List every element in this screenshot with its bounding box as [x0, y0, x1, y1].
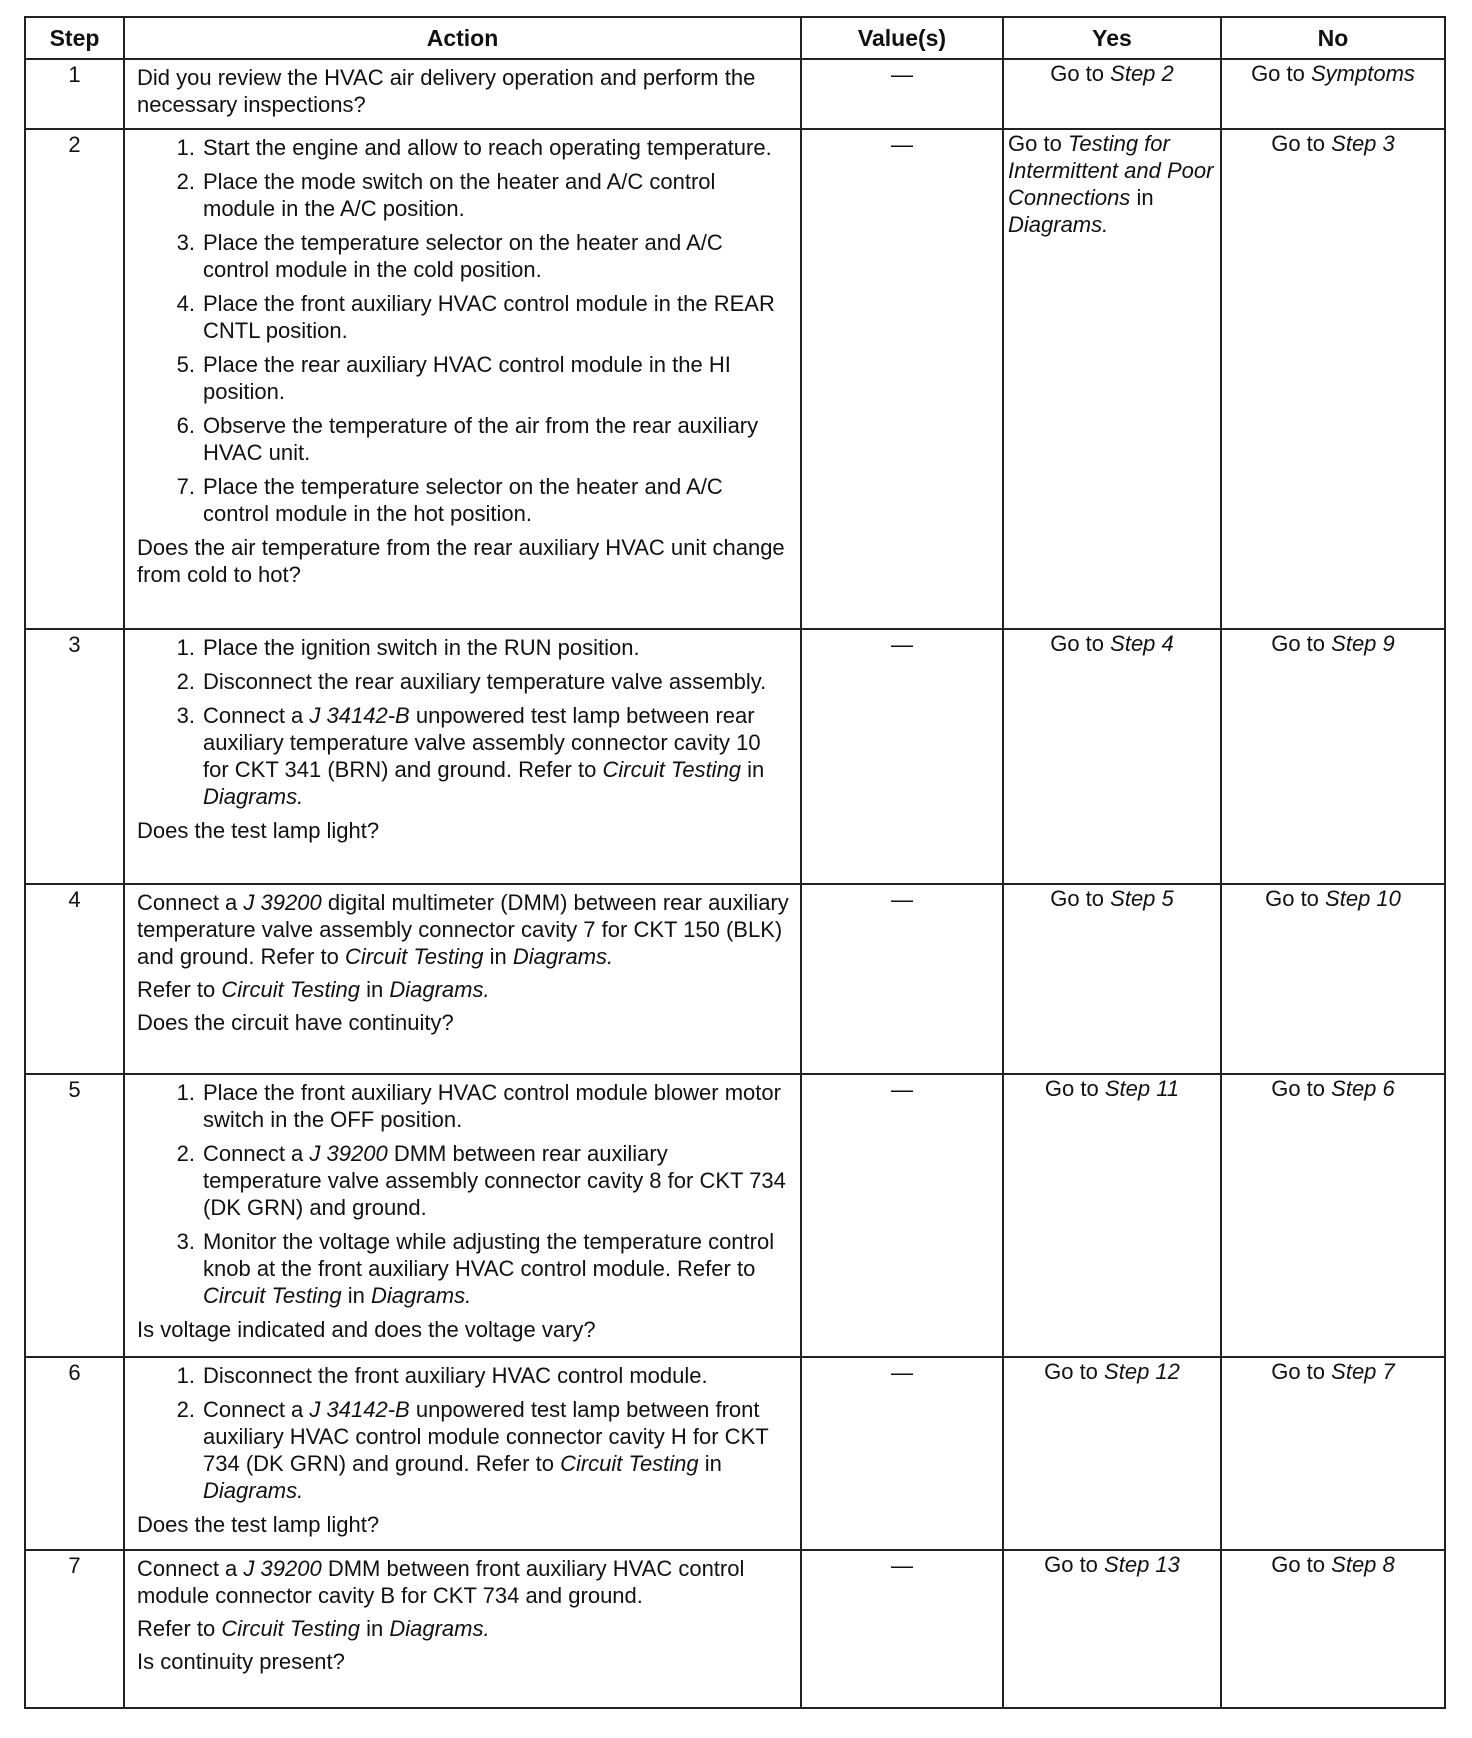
step-number: 2	[25, 129, 124, 629]
action-cell	[124, 1074, 801, 1357]
no-cell[interactable]: Go to Step 7	[1221, 1357, 1445, 1550]
step-number: 5	[25, 1074, 124, 1357]
list-item: 3. Connect a J 34142-B unpowered test lamp between rear auxiliary temperature valve assembly connector cavity 10 for CKT 341 (BRN) and ground. Refer to Circuit Testing in Diagrams.	[176, 703, 765, 809]
action-question: Does the air temperature from the rear auxiliary HVAC unit change from cold to hot?	[137, 535, 785, 587]
header-yes: Yes	[1003, 17, 1221, 59]
circuit-testing-link: Circuit Testing	[203, 1283, 342, 1308]
circuit-testing-link: Circuit Testing	[560, 1451, 699, 1476]
step-number: 6	[25, 1357, 124, 1550]
no-link[interactable]: Step 10	[1325, 886, 1401, 911]
header-action: Action	[124, 17, 801, 59]
yes-cell[interactable]: Go to Step 5	[1003, 884, 1221, 1074]
value-cell: —	[801, 629, 1003, 884]
table-row-step-3	[25, 629, 1445, 884]
list-item: 7. Place the temperature selector on the heater and A/C control module in the hot position.	[176, 474, 723, 526]
action-list	[137, 1362, 792, 1504]
list-item: 5. Place the rear auxiliary HVAC control module in the HI position.	[176, 352, 731, 404]
no-cell[interactable]: Go to Symptoms	[1221, 59, 1445, 129]
diagrams-link: Diagrams.	[389, 1616, 490, 1641]
diagrams-link: Diagrams.	[203, 784, 304, 809]
table-row-step-2	[25, 129, 1445, 629]
yes-link[interactable]: Step 2	[1110, 61, 1174, 86]
no-cell[interactable]: Go to Step 6	[1221, 1074, 1445, 1357]
yes-link[interactable]: Step 4	[1110, 631, 1174, 656]
header-no: No	[1221, 17, 1445, 59]
circuit-testing-link: Circuit Testing	[602, 757, 742, 782]
tool-ref: J 39200	[243, 890, 322, 915]
yes-cell[interactable]: Go to Step 13	[1003, 1550, 1221, 1708]
yes-link[interactable]: Step 5	[1110, 886, 1174, 911]
diagrams-link: Diagrams.	[370, 1283, 472, 1308]
no-link[interactable]: Symptoms	[1311, 61, 1415, 86]
table-row-step-1	[25, 59, 1445, 129]
circuit-testing-link: Circuit Testing	[344, 944, 484, 969]
step-number: 3	[25, 629, 124, 884]
list-item: 1. Place the ignition switch in the RUN position.	[176, 635, 640, 660]
list-item: 2. Disconnect the rear auxiliary temperature valve assembly.	[176, 669, 767, 694]
list-item: 3. Place the temperature selector on the heater and A/C control module in the cold position.	[176, 230, 723, 282]
action-question: Does the test lamp light?	[137, 1512, 380, 1537]
action-question: Is voltage indicated and does the voltage vary?	[137, 1317, 596, 1342]
circuit-testing-link: Circuit Testing	[221, 1616, 360, 1641]
action-question: Does the circuit have continuity?	[137, 1010, 454, 1035]
yes-link[interactable]: Step 13	[1104, 1552, 1180, 1577]
value-cell: —	[801, 129, 1003, 629]
circuit-testing-link: Circuit Testing	[221, 977, 360, 1002]
header-step: Step	[25, 17, 124, 59]
step-number: 1	[25, 59, 124, 129]
yes-link[interactable]: Step 12	[1104, 1359, 1180, 1384]
no-cell[interactable]: Go to Step 10	[1221, 884, 1445, 1074]
tool-ref: J 39200	[243, 1556, 322, 1581]
action-cell	[124, 1550, 801, 1708]
list-item: 4. Place the front auxiliary HVAC control module in the REAR CNTL position.	[176, 291, 775, 343]
value-cell: —	[801, 1357, 1003, 1550]
no-link[interactable]: Step 6	[1331, 1076, 1395, 1101]
no-link[interactable]: Step 8	[1331, 1552, 1395, 1577]
value-cell: —	[801, 1550, 1003, 1708]
list-item: 2. Place the mode switch on the heater and A/C control module in the A/C position.	[176, 169, 716, 221]
action-list	[137, 1079, 792, 1309]
no-cell[interactable]: Go to Step 9	[1221, 629, 1445, 884]
list-item: 2. Connect a J 39200 DMM between rear auxiliary temperature valve assembly connector cavity 8 for CKT 734 (DK GRN) and ground.	[176, 1141, 786, 1220]
header-values: Value(s)	[801, 17, 1003, 59]
tool-ref: J 34142-B	[309, 703, 410, 728]
yes-cell[interactable]: Go to Step 12	[1003, 1357, 1221, 1550]
action-cell	[124, 59, 801, 129]
yes-cell[interactable]: Go to Step 11	[1003, 1074, 1221, 1357]
table-row-step-6	[25, 1357, 1445, 1550]
no-link[interactable]: Step 7	[1331, 1359, 1395, 1384]
list-item: 1. Disconnect the front auxiliary HVAC control module.	[176, 1363, 708, 1388]
action-cell	[124, 884, 801, 1074]
action-paragraph: Connect a J 39200 DMM between front auxiliary HVAC control module connector cavity B for CKT 734 and ground.	[137, 1556, 745, 1608]
no-cell[interactable]: Go to Step 3	[1221, 129, 1445, 629]
yes-link[interactable]: Testing for Intermittent and Poor Connections	[1008, 131, 1214, 210]
diagrams-link: Diagrams.	[389, 977, 490, 1002]
action-cell	[124, 129, 801, 629]
yes-cell[interactable]: Go to Step 2	[1003, 59, 1221, 129]
table-row-step-7	[25, 1550, 1445, 1708]
action-question: Did you review the HVAC air delivery operation and perform the necessary inspections?	[137, 65, 756, 117]
value-cell: —	[801, 884, 1003, 1074]
value-cell: —	[801, 59, 1003, 129]
action-list	[137, 634, 792, 810]
no-link[interactable]: Step 9	[1331, 631, 1395, 656]
list-item: 3. Monitor the voltage while adjusting the temperature control knob at the front auxiliary HVAC control module. Refer to Circuit Testing in Diagrams.	[176, 1229, 775, 1308]
action-question: Does the test lamp light?	[137, 818, 380, 843]
action-cell	[124, 1357, 801, 1550]
tool-ref: J 34142-B	[309, 1397, 410, 1422]
list-item: 2. Connect a J 34142-B unpowered test lamp between front auxiliary HVAC control module connector cavity H for CKT 734 (DK GRN) and ground. Refer to Circuit Testing in Diagrams.	[176, 1397, 769, 1503]
no-cell[interactable]: Go to Step 8	[1221, 1550, 1445, 1708]
table-row-step-4	[25, 884, 1445, 1074]
header-row	[25, 17, 1445, 59]
value-cell: —	[801, 1074, 1003, 1357]
yes-cell[interactable]: Go to Testing for Intermittent and Poor Connections in Diagrams.	[1003, 129, 1221, 629]
step-number: 4	[25, 884, 124, 1074]
action-cell	[124, 629, 801, 884]
step-number: 7	[25, 1550, 124, 1708]
list-item: 1. Place the front auxiliary HVAC control module blower motor switch in the OFF position.	[176, 1080, 781, 1132]
action-paragraph: Refer to Circuit Testing in Diagrams.	[137, 1616, 490, 1641]
table-row-step-5	[25, 1074, 1445, 1357]
action-paragraph: Refer to Circuit Testing in Diagrams.	[137, 977, 490, 1002]
no-link[interactable]: Step 3	[1331, 131, 1395, 156]
list-item: 6. Observe the temperature of the air from the rear auxiliary HVAC unit.	[176, 413, 759, 465]
diagrams-link: Diagrams.	[512, 944, 614, 969]
yes-link[interactable]: Step 11	[1104, 1076, 1180, 1101]
yes-cell[interactable]: Go to Step 4	[1003, 629, 1221, 884]
action-list	[137, 134, 792, 527]
diagrams-link[interactable]: Diagrams.	[1008, 212, 1109, 237]
list-item: 1. Start the engine and allow to reach operating temperature.	[176, 135, 772, 160]
diagnostic-table	[24, 16, 1446, 1709]
action-paragraph: Connect a J 39200 digital multimeter (DMM) between rear auxiliary temperature valve assembly connector cavity 7 for CKT 150 (BLK) and ground. Refer to Circuit Testing in Diagrams.	[137, 890, 789, 969]
diagrams-link: Diagrams.	[203, 1478, 304, 1503]
tool-ref: J 39200	[309, 1141, 388, 1166]
action-question: Is continuity present?	[137, 1649, 345, 1674]
